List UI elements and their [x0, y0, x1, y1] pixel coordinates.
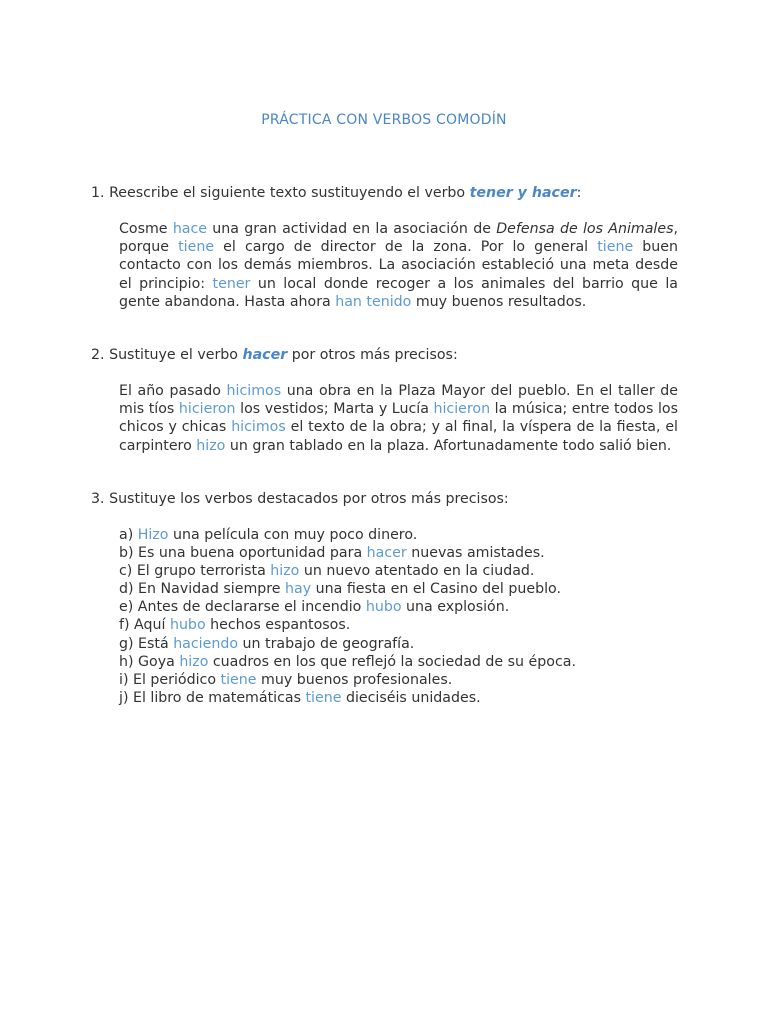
- item-post: una fiesta en el Casino del pueblo.: [311, 581, 561, 598]
- highlighted-verb: han tenido: [335, 293, 412, 310]
- question-1-prompt: [91, 184, 581, 202]
- question-3-prompt: [91, 490, 509, 508]
- question-number: 2.: [91, 347, 105, 363]
- text-run: los vestidos; Marta y Lucía: [235, 401, 434, 418]
- highlighted-verb: hicimos: [226, 383, 282, 399]
- item-post: cuadros en los que reflejó la sociedad de su época.: [208, 653, 576, 670]
- highlighted-verb: tiene: [178, 239, 215, 256]
- item-pre: e) Antes de declararse el incendio: [119, 599, 366, 616]
- prompt-keyword: hacer: [242, 347, 288, 363]
- sentence-list: [119, 526, 576, 707]
- page-title: PRÁCTICA CON VERBOS COMODÍN: [261, 112, 507, 128]
- text-run: una obra en la Plaza Mayor del pueblo. En el taller de mis tíos: [119, 383, 678, 418]
- item-pre: i) El periódico: [119, 671, 221, 688]
- item-verb: tiene: [220, 671, 257, 688]
- highlighted-verb: hicieron: [433, 401, 491, 418]
- item-verb: Hizo: [137, 527, 169, 543]
- text-run: buen contacto con los demás miembros. La asociación estableció una meta desde el principio:: [119, 239, 679, 292]
- item-pre: d) En Navidad siempre: [119, 581, 286, 598]
- item-verb: hubo: [365, 599, 402, 616]
- list-item: [119, 653, 576, 671]
- item-post: dieciséis unidades.: [341, 689, 481, 706]
- highlighted-verb: hicimos: [231, 419, 286, 436]
- text-run: muy buenos resultados.: [411, 293, 587, 310]
- text-run: un local donde recoger a los animales del barrio que la gente abandona. Hasta ahora: [119, 275, 678, 310]
- highlighted-verb: hace: [172, 221, 208, 237]
- text-run: el texto de la obra; y al final, la víspera de la fiesta, el carpintero: [119, 419, 678, 454]
- item-pre: c) El grupo terrorista: [119, 563, 271, 580]
- list-item: [119, 635, 576, 653]
- item-pre: j) El libro de matemáticas: [119, 689, 306, 706]
- item-post: nuevas amistades.: [406, 545, 545, 562]
- list-item: [119, 616, 576, 634]
- prompt-text-end: por otros más precisos:: [287, 347, 458, 363]
- text-run: una gran actividad en la asociación de: [207, 221, 497, 237]
- item-verb: hizo: [179, 653, 209, 670]
- prompt-text: Sustituye los verbos destacados por otros más precisos:: [109, 491, 509, 507]
- text-run: la música; entre todos los chicos y chicas: [119, 401, 678, 436]
- highlighted-verb: tener: [212, 275, 251, 292]
- item-pre: f) Aquí: [119, 617, 170, 634]
- question-number: 1.: [91, 185, 105, 201]
- question-2-paragraph: [119, 382, 678, 455]
- item-verb: hacer: [366, 545, 407, 562]
- highlighted-verb: tiene: [597, 239, 634, 256]
- list-item: [119, 580, 576, 598]
- list-item: [119, 526, 576, 544]
- item-pre: g) Está: [119, 635, 174, 652]
- prompt-text-end: :: [576, 185, 582, 201]
- item-post: un trabajo de geografía.: [238, 635, 415, 652]
- item-verb: tiene: [305, 689, 342, 706]
- item-post: una explosión.: [401, 599, 510, 616]
- item-post: un nuevo atentado en la ciudad.: [299, 563, 535, 580]
- item-pre: h) Goya: [119, 653, 180, 670]
- item-verb: hay: [285, 581, 312, 598]
- text-run: el cargo de director de la zona. Por lo general: [214, 239, 598, 256]
- italic-text: Defensa de los Animales: [496, 221, 674, 237]
- highlighted-verb: hicieron: [178, 401, 236, 418]
- question-1-paragraph: [119, 220, 678, 311]
- highlighted-verb: hizo: [196, 437, 226, 454]
- question-2-prompt: [91, 346, 458, 364]
- item-verb: hizo: [270, 563, 300, 580]
- text-run: un gran tablado en la plaza. Afortunadamente todo salió bien.: [225, 437, 672, 454]
- item-post: hechos espantosos.: [205, 617, 351, 634]
- list-item: [119, 544, 576, 562]
- question-number: 3.: [91, 491, 105, 507]
- text-run: El año pasado: [119, 383, 227, 399]
- list-item: [119, 689, 576, 707]
- prompt-text: Sustituye el verbo: [109, 347, 243, 363]
- list-item: [119, 562, 576, 580]
- item-post: muy buenos profesionales.: [256, 671, 453, 688]
- item-verb: haciendo: [173, 635, 239, 652]
- item-post: una película con muy poco dinero.: [168, 527, 418, 543]
- item-pre: b) Es una buena oportunidad para: [119, 545, 367, 562]
- item-pre: a): [119, 527, 138, 543]
- text-run: , porque: [119, 221, 678, 256]
- list-item: [119, 671, 576, 689]
- prompt-text: Reescribe el siguiente texto sustituyendo el verbo: [109, 185, 470, 201]
- prompt-keyword: tener y hacer: [469, 185, 577, 201]
- text-run: Cosme: [119, 221, 173, 237]
- item-verb: hubo: [169, 617, 206, 634]
- list-item: [119, 598, 576, 616]
